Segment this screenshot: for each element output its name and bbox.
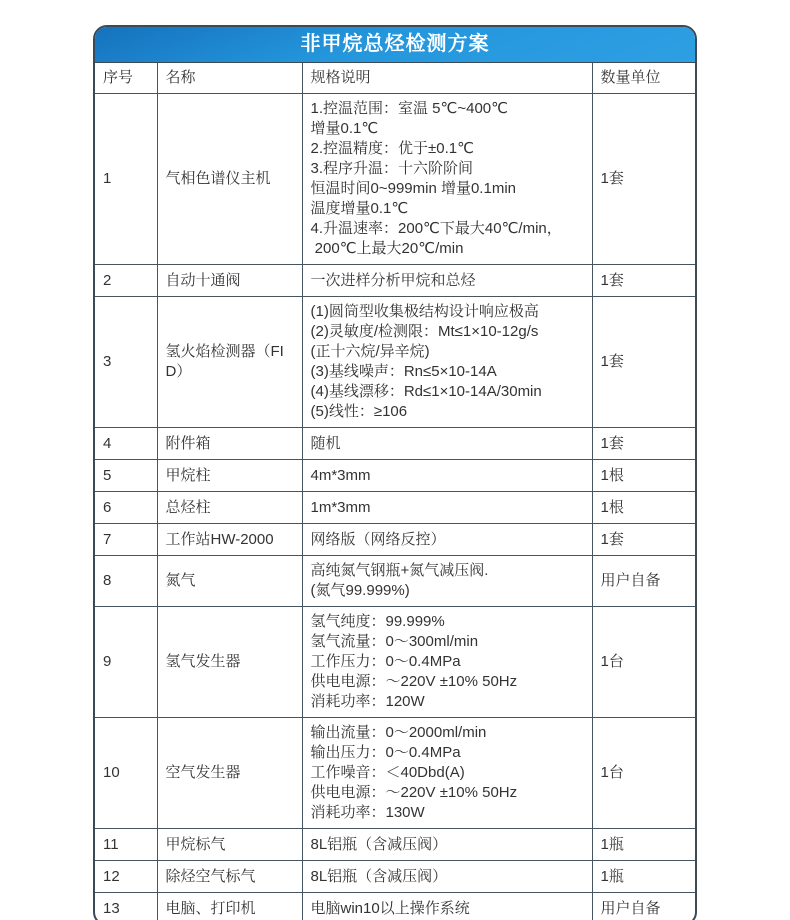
row-number: 10 xyxy=(95,718,157,829)
item-name: 甲烷标气 xyxy=(157,829,302,861)
row-number: 11 xyxy=(95,829,157,861)
row-number: 1 xyxy=(95,94,157,265)
item-name: 氢气发生器 xyxy=(157,607,302,718)
spec-line: 电脑win10以上操作系统 xyxy=(310,899,470,917)
item-qty: 1瓶 xyxy=(592,829,697,861)
item-qty: 1套 xyxy=(592,524,697,556)
spec-line: 供电电源：～220V ±10% 50Hz xyxy=(310,673,518,690)
table-row xyxy=(95,492,697,524)
spec-line: 200℃上最大20℃/min xyxy=(310,240,464,257)
item-qty: 1台 xyxy=(592,607,697,718)
item-qty: 1根 xyxy=(592,460,697,492)
spec-line: (2)灵敏度/检测限：Mt≤1×10-12g/s xyxy=(310,323,539,340)
table-row xyxy=(95,607,697,718)
item-qty: 1瓶 xyxy=(592,861,697,893)
item-spec xyxy=(302,607,592,718)
table-row xyxy=(95,94,697,265)
item-spec xyxy=(302,297,592,428)
row-number: 6 xyxy=(95,492,157,524)
table-row xyxy=(95,524,697,556)
item-name: 气相色谱仪主机 xyxy=(157,94,302,265)
item-spec xyxy=(302,861,592,893)
spec-line: (正十六烷/异辛烷) xyxy=(310,343,430,360)
table-body xyxy=(95,94,697,920)
table-row xyxy=(95,861,697,893)
item-spec xyxy=(302,265,592,297)
item-qty: 1套 xyxy=(592,297,697,428)
row-number: 12 xyxy=(95,861,157,893)
item-name: 甲烷柱 xyxy=(157,460,302,492)
item-qty: 用户自备 xyxy=(592,893,697,920)
item-spec xyxy=(302,829,592,861)
row-number: 2 xyxy=(95,265,157,297)
table-row xyxy=(95,893,697,920)
spec-table-card xyxy=(93,25,697,920)
item-name: 附件箱 xyxy=(157,428,302,460)
spec-line: (5)线性：≥106 xyxy=(310,403,408,420)
item-qty: 1台 xyxy=(592,718,697,829)
row-number: 8 xyxy=(95,556,157,607)
item-qty: 1套 xyxy=(592,265,697,297)
item-name: 空气发生器 xyxy=(157,718,302,829)
spec-line: (1)圆筒型收集极结构设计响应极高 xyxy=(310,303,539,320)
item-name: 自动十通阀 xyxy=(157,265,302,297)
spec-line: 1m*3mm xyxy=(310,498,371,516)
item-qty: 1套 xyxy=(592,428,697,460)
page-title: 非甲烷总烃检测方案 xyxy=(95,27,695,63)
spec-line: 8L铝瓶（含减压阀） xyxy=(310,867,448,885)
table-header xyxy=(95,63,697,94)
table-row xyxy=(95,428,697,460)
spec-line: 恒温时间0~999min 增量0.1min xyxy=(310,180,516,197)
spec-line: (4)基线漂移：Rd≤1×10-14A/30min xyxy=(310,383,542,400)
item-spec xyxy=(302,94,592,265)
spec-line: 工作噪音：＜40Dbd(A) xyxy=(310,764,465,781)
item-spec xyxy=(302,492,592,524)
spec-line: 消耗功率：130W xyxy=(310,804,425,821)
item-spec xyxy=(302,460,592,492)
spec-line: 增量0.1℃ xyxy=(310,120,379,137)
row-number: 5 xyxy=(95,460,157,492)
row-number: 4 xyxy=(95,428,157,460)
spec-line: 温度增量0.1℃ xyxy=(310,200,409,217)
spec-line: 4m*3mm xyxy=(310,466,371,484)
table-row xyxy=(95,460,697,492)
item-spec xyxy=(302,718,592,829)
spec-line: (3)基线噪声：Rn≤5×10-14A xyxy=(310,363,497,380)
item-spec xyxy=(302,556,592,607)
table-row xyxy=(95,829,697,861)
spec-line: 1.控温范围：室温 5℃~400℃ xyxy=(310,100,508,117)
item-name: 氮气 xyxy=(157,556,302,607)
spec-line: 消耗功率：120W xyxy=(310,693,425,710)
spec-line: 供电电源：～220V ±10% 50Hz xyxy=(310,784,518,801)
item-qty: 1根 xyxy=(592,492,697,524)
row-number: 13 xyxy=(95,893,157,920)
spec-line: 高纯氮气钢瓶+氮气减压阀. xyxy=(310,562,489,579)
item-spec xyxy=(302,428,592,460)
table-row xyxy=(95,718,697,829)
header-row xyxy=(95,63,697,94)
item-spec xyxy=(302,893,592,920)
item-name: 总烃柱 xyxy=(157,492,302,524)
table-row xyxy=(95,556,697,607)
row-number: 3 xyxy=(95,297,157,428)
column-header-no: 序号 xyxy=(95,63,157,94)
spec-line: 氢气流量：0～300ml/min xyxy=(310,633,479,650)
item-qty: 1套 xyxy=(592,94,697,265)
spec-line: 3.程序升温：十六阶阶间 xyxy=(310,160,474,177)
item-spec xyxy=(302,524,592,556)
table-row xyxy=(95,265,697,297)
spec-line: 输出压力：0～0.4MPa xyxy=(310,744,461,761)
spec-line: (氮气99.999%) xyxy=(310,582,410,599)
row-number: 9 xyxy=(95,607,157,718)
column-header-spec: 规格说明 xyxy=(302,63,592,94)
row-number: 7 xyxy=(95,524,157,556)
spec-line: 氢气纯度：99.999% xyxy=(310,613,445,630)
spec-line: 8L铝瓶（含减压阀） xyxy=(310,835,448,853)
spec-line: 一次进样分析甲烷和总烃 xyxy=(310,271,476,289)
item-name: 氢火焰检测器（FID） xyxy=(157,297,302,428)
spec-table xyxy=(95,63,697,920)
item-qty: 用户自备 xyxy=(592,556,697,607)
column-header-qty: 数量单位 xyxy=(592,63,697,94)
spec-line: 工作压力：0～0.4MPa xyxy=(310,653,461,670)
spec-line: 4.升温速率：200℃下最大40℃/min， xyxy=(310,220,562,237)
spec-line: 随机 xyxy=(310,434,341,452)
item-name: 除烃空气标气 xyxy=(157,861,302,893)
spec-line: 输出流量：0～2000ml/min xyxy=(310,724,487,741)
item-name: 工作站HW-2000 xyxy=(157,524,302,556)
spec-line: 2.控温精度：优于±0.1℃ xyxy=(310,140,474,157)
column-header-name: 名称 xyxy=(157,63,302,94)
table-row xyxy=(95,297,697,428)
spec-line: 网络版（网络反控） xyxy=(310,530,446,548)
item-name: 电脑、打印机 xyxy=(157,893,302,920)
